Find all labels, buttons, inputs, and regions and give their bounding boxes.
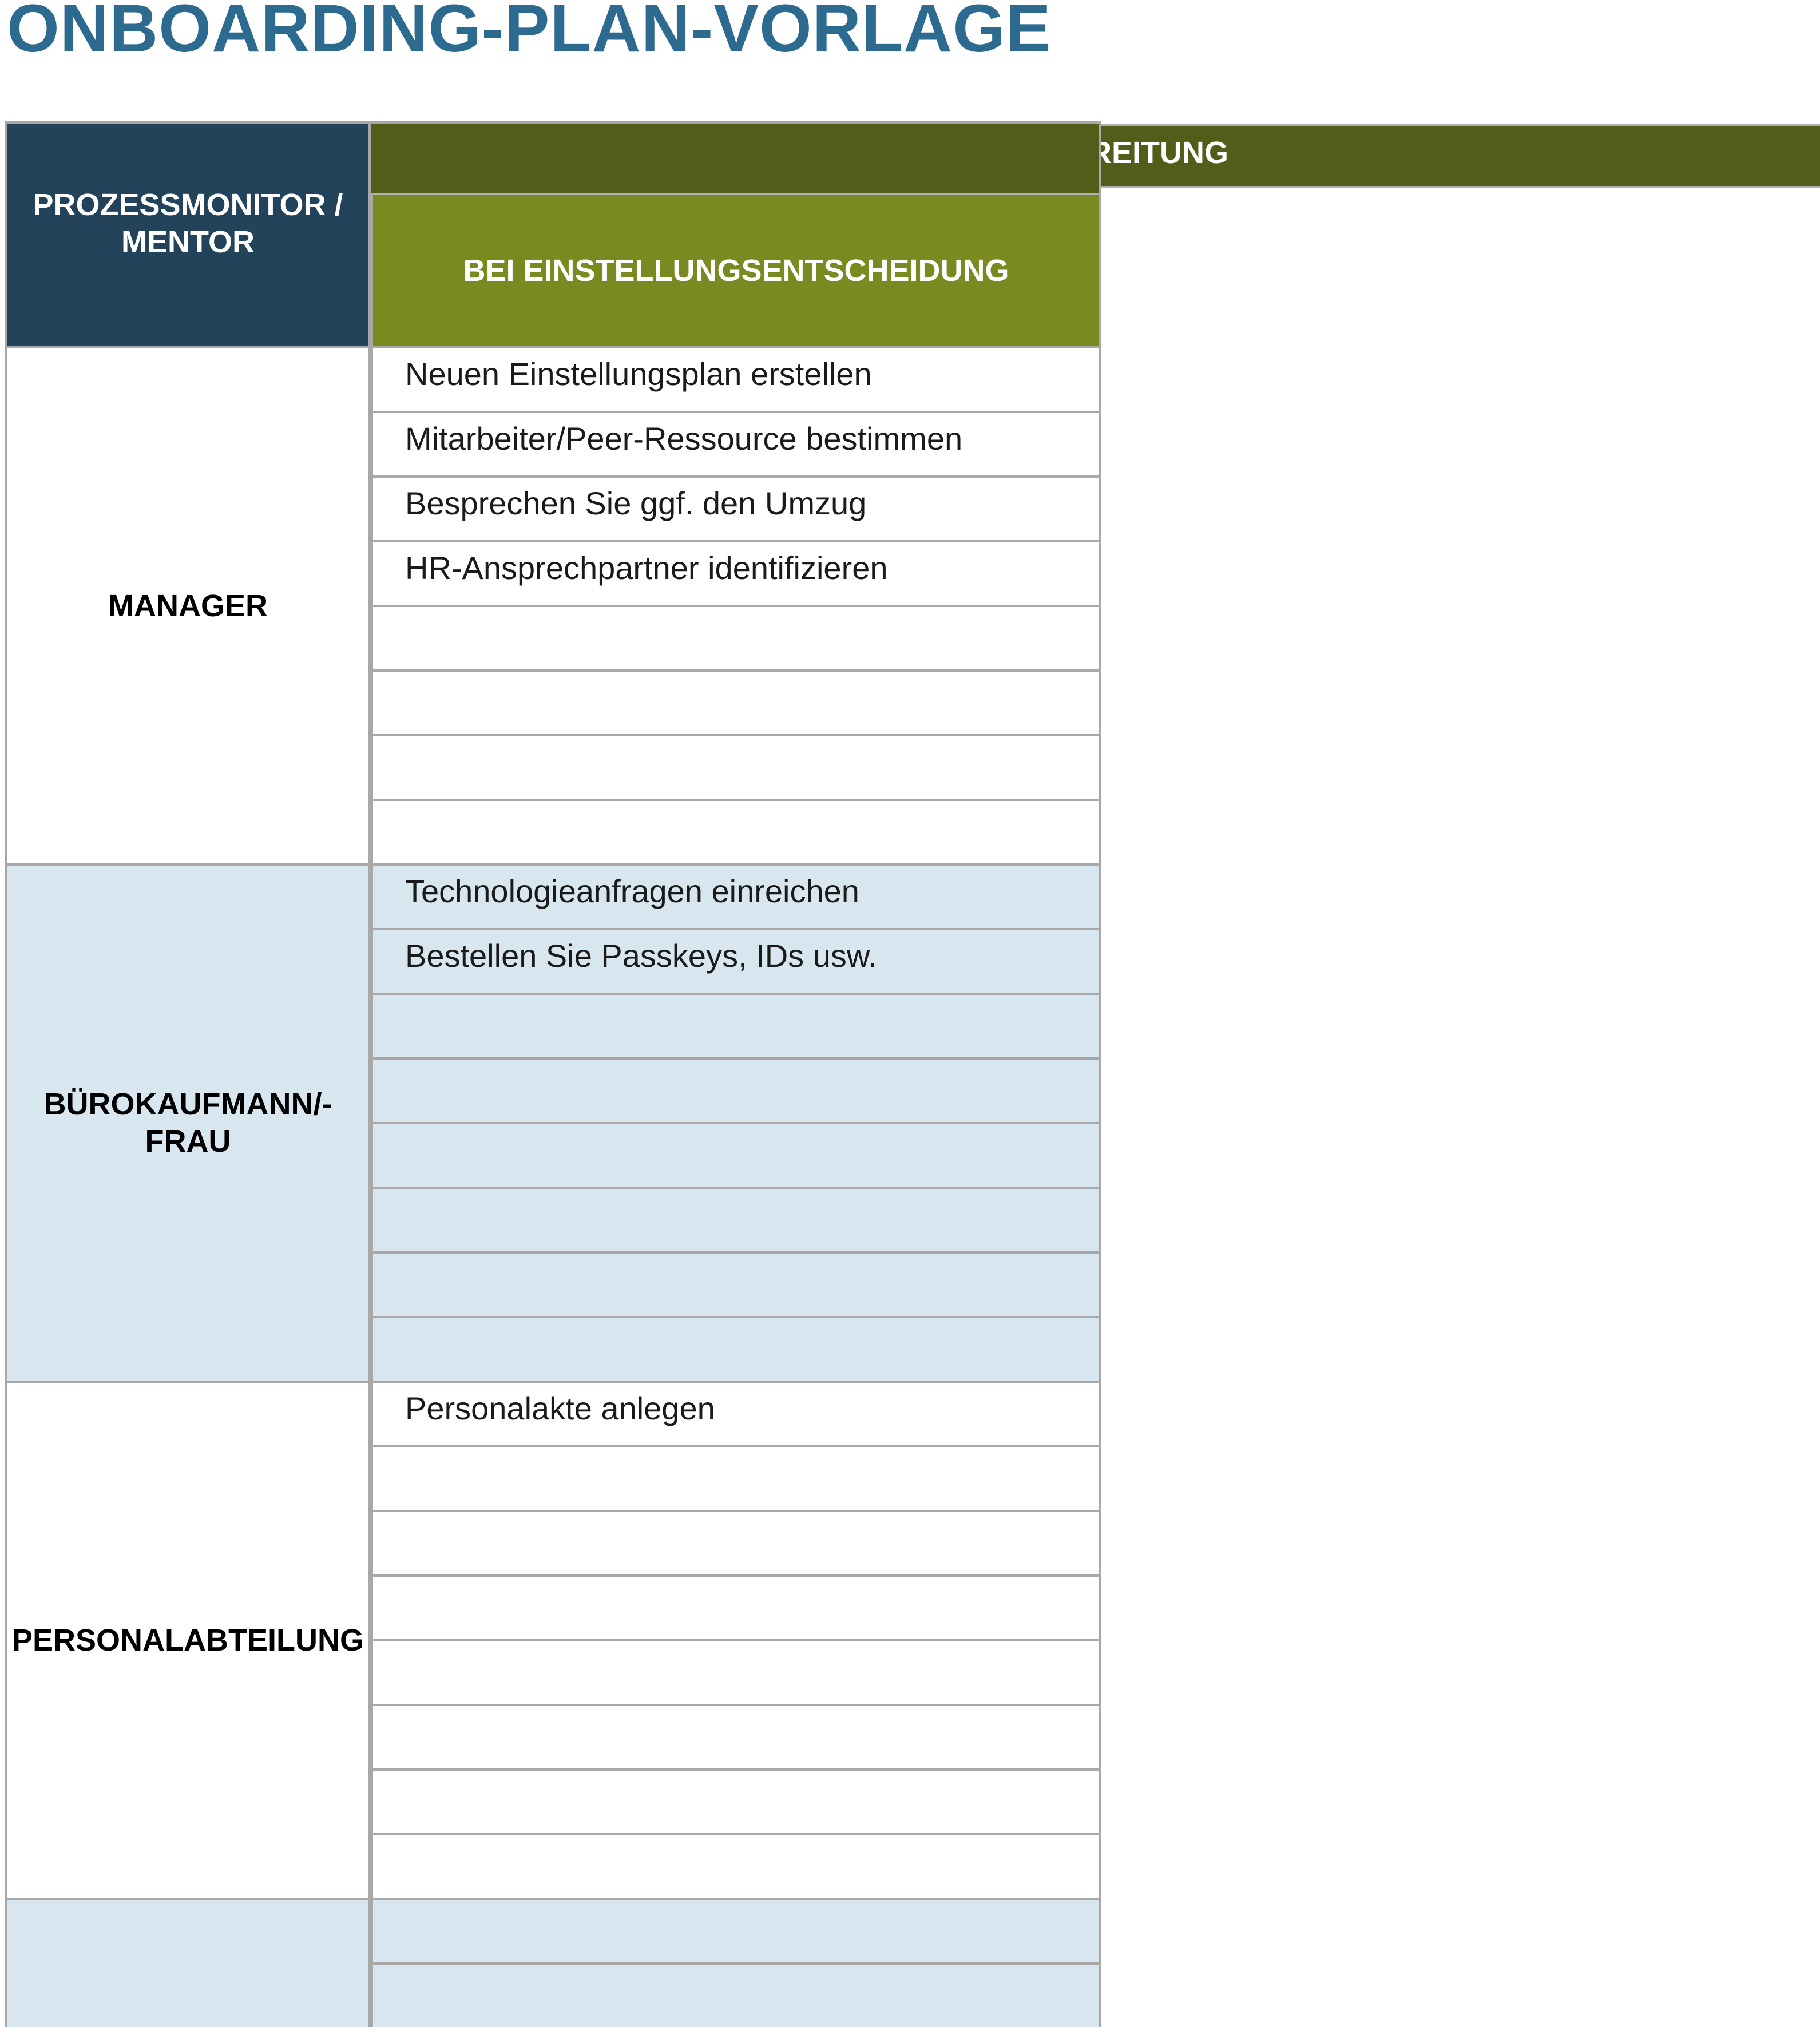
task-cell[interactable] bbox=[371, 1962, 1099, 2027]
task-cell[interactable] bbox=[371, 1704, 1099, 1768]
task-cell[interactable]: Technologieanfragen einreichen bbox=[371, 863, 1099, 928]
role-cell bbox=[7, 1898, 371, 2027]
role-cell: BÜROKAUFMANN/-FRAU bbox=[7, 863, 371, 1381]
task-cell[interactable] bbox=[371, 734, 1099, 799]
task-cell[interactable] bbox=[371, 669, 1099, 734]
page-title: ONBOARDING-PLAN-VORLAGE bbox=[7, 0, 1052, 66]
role-column-header: PROZESSMONITOR / MENTOR bbox=[7, 124, 371, 346]
task-cell[interactable] bbox=[371, 1639, 1099, 1704]
phase-header-spacer bbox=[371, 124, 1099, 193]
task-cell[interactable]: Besprechen Sie ggf. den Umzug bbox=[371, 475, 1099, 540]
onboarding-table bbox=[5, 121, 1101, 2027]
task-cell[interactable] bbox=[371, 1574, 1099, 1639]
task-cell[interactable] bbox=[371, 1833, 1099, 1898]
task-cell[interactable] bbox=[371, 993, 1099, 1057]
task-cell[interactable] bbox=[371, 1122, 1099, 1187]
role-cell: MANAGER bbox=[7, 346, 371, 863]
task-cell[interactable] bbox=[371, 799, 1099, 863]
task-cell[interactable]: Neuen Einstellungsplan erstellen bbox=[371, 346, 1099, 411]
task-cell[interactable] bbox=[371, 1057, 1099, 1122]
task-cell[interactable] bbox=[371, 1316, 1099, 1381]
task-cell[interactable]: Bestellen Sie Passkeys, IDs usw. bbox=[371, 928, 1099, 993]
task-cell[interactable] bbox=[371, 1510, 1099, 1574]
role-cell: PERSONALABTEILUNG bbox=[7, 1381, 371, 1898]
task-cell[interactable] bbox=[371, 1251, 1099, 1316]
task-cell[interactable]: Mitarbeiter/Peer-Ressource bestimmen bbox=[371, 411, 1099, 475]
task-cell[interactable] bbox=[371, 605, 1099, 669]
task-cell[interactable] bbox=[371, 1898, 1099, 1962]
phase-subheader: BEI EINSTELLUNGSENTSCHEIDUNG bbox=[371, 193, 1099, 346]
task-cell[interactable] bbox=[371, 1445, 1099, 1510]
task-cell[interactable] bbox=[371, 1187, 1099, 1251]
task-cell[interactable] bbox=[371, 1768, 1099, 1833]
task-cell[interactable]: HR-Ansprechpartner identifizieren bbox=[371, 540, 1099, 605]
task-cell[interactable]: Personalakte anlegen bbox=[371, 1381, 1099, 1445]
